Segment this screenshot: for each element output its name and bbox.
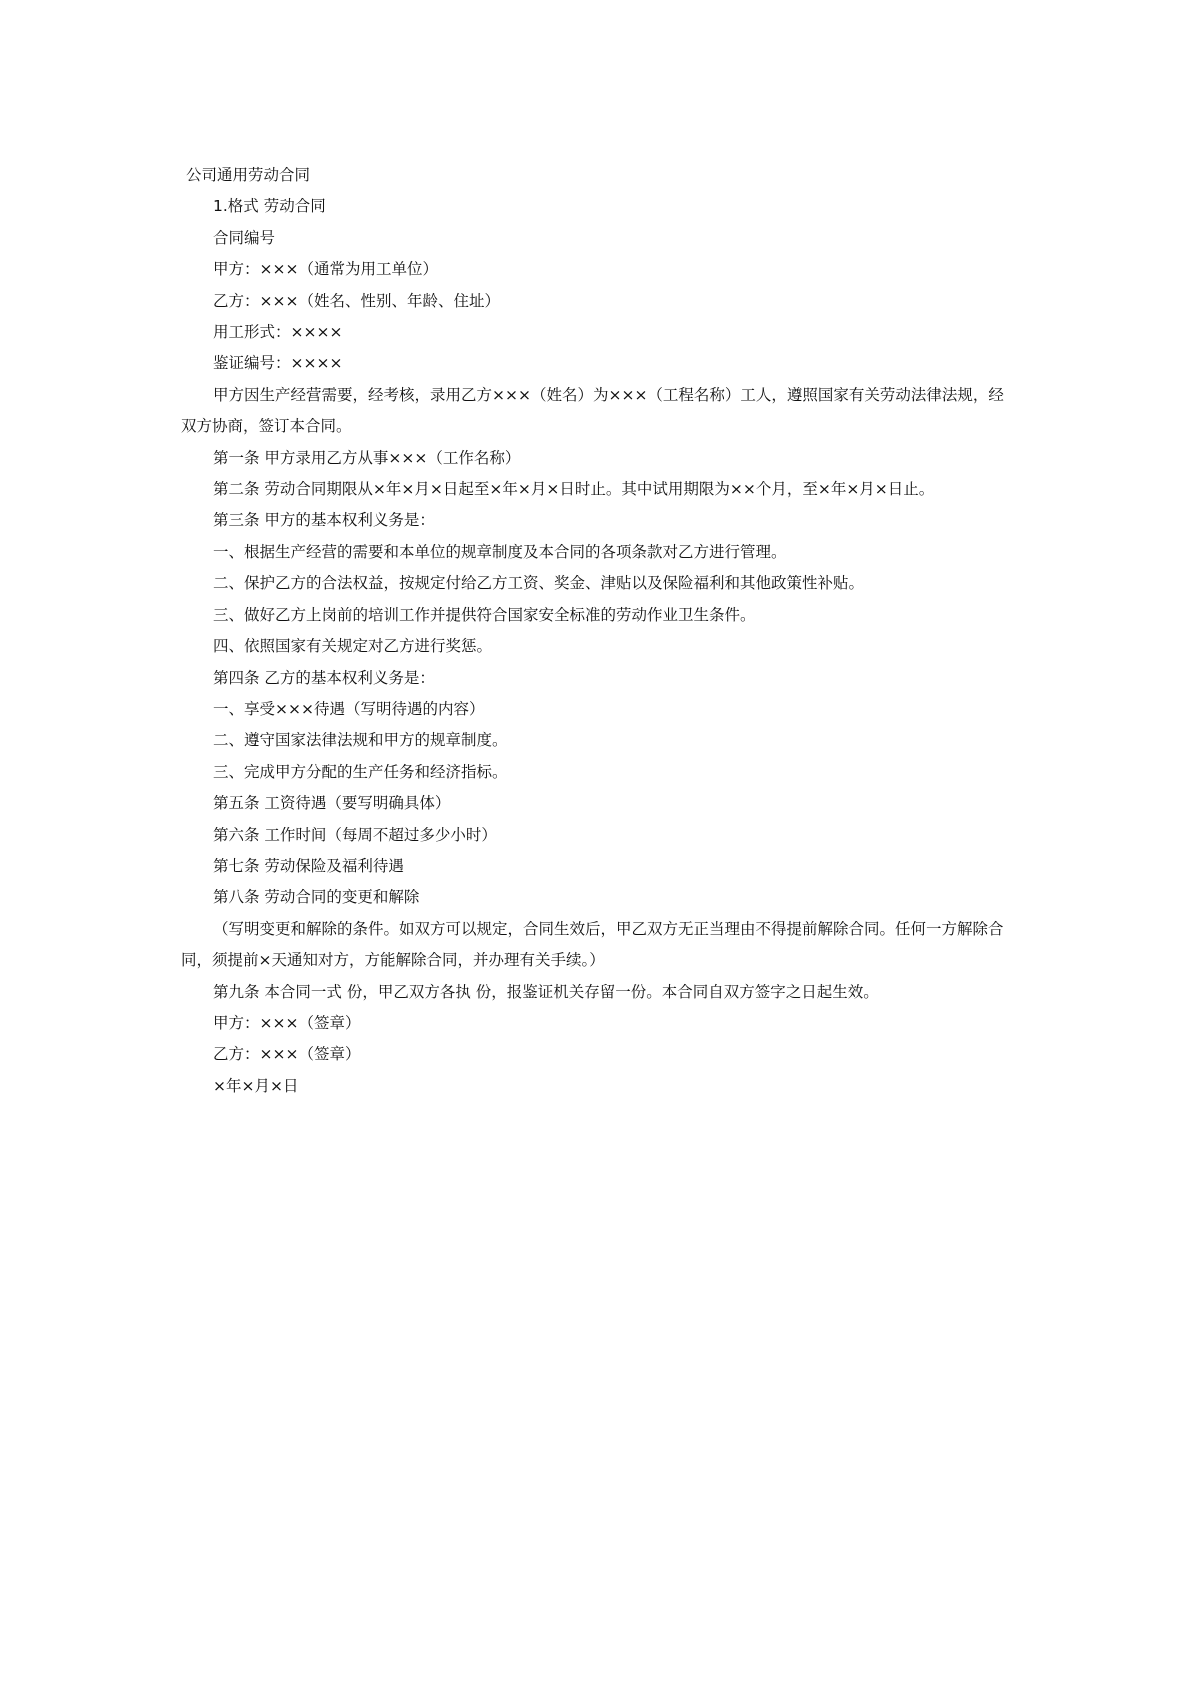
contract-number-line: 合同编号	[213, 228, 276, 247]
article-8: 第八条 劳动合同的变更和解除	[213, 888, 420, 907]
article-4-item-1: 一、享受×××待遇（写明待遇的内容）	[213, 699, 485, 718]
article-3-item-2: 二、保护乙方的合法权益，按规定付给乙方工资、奖金、津贴以及保险福利和其他政策性补贴。	[213, 574, 865, 593]
article-3-item-3: 三、做好乙方上岗前的培训工作并提供符合国家安全标准的劳动作业卫生条件。	[213, 605, 756, 624]
article-3: 第三条 甲方的基本权利义务是：	[213, 511, 435, 530]
article-3-item-4: 四、依照国家有关规定对乙方进行奖惩。	[213, 637, 493, 656]
signing-date: ×年×月×日	[213, 1076, 299, 1095]
format-line: 1.格式 劳动合同	[213, 197, 326, 216]
document-body	[181, 160, 1011, 1102]
article-5: 第五条 工资待遇（要写明确具体）	[213, 794, 451, 813]
verification-number-line: 鉴证编号：××××	[213, 354, 343, 373]
party-a-signature: 甲方：×××（签章）	[213, 1013, 361, 1032]
party-a-line: 甲方：×××（通常为用工单位）	[213, 260, 438, 279]
employment-form-line: 用工形式：××××	[213, 323, 343, 342]
article-2: 第二条 劳动合同期限从×年×月×日起至×年×月×日时止。其中试用期限为××个月，至×年×月×日止。	[213, 480, 935, 499]
document-title: 公司通用劳动合同	[186, 166, 311, 184]
article-7: 第七条 劳动保险及福利待遇	[213, 856, 404, 875]
article-9: 第九条 本合同一式 份，甲乙双方各执 份，报鉴证机关存留一份。本合同自双方签字之日起生效。	[213, 982, 879, 1001]
article-1: 第一条 甲方录用乙方从事×××（工作名称）	[213, 448, 521, 467]
article-4-item-3: 三、完成甲方分配的生产任务和经济指标。	[213, 762, 508, 781]
article-4-item-2: 二、遵守国家法律法规和甲方的规章制度。	[213, 731, 508, 750]
article-3-item-1: 一、根据生产经营的需要和本单位的规章制度及本合同的各项条款对乙方进行管理。	[213, 542, 787, 561]
termination-paragraph: （写明变更和解除的条件。如双方可以规定，合同生效后，甲乙双方无正当理由不得提前解除合同。任何一方解除合同，须提前×天通知对方，方能解除合同，并办理有关手续。）	[181, 919, 1004, 970]
party-b-signature: 乙方：×××（签章）	[213, 1045, 361, 1064]
article-4: 第四条 乙方的基本权利义务是：	[213, 668, 435, 687]
party-b-line: 乙方：×××（姓名、性别、年龄、住址）	[213, 291, 500, 310]
article-6: 第六条 工作时间（每周不超过多少小时）	[213, 825, 497, 844]
intro-paragraph: 甲方因生产经营需要，经考核，录用乙方×××（姓名）为×××（工程名称）工人，遵照国家有关劳动法律法规，经双方协商，签订本合同。	[181, 385, 1004, 436]
